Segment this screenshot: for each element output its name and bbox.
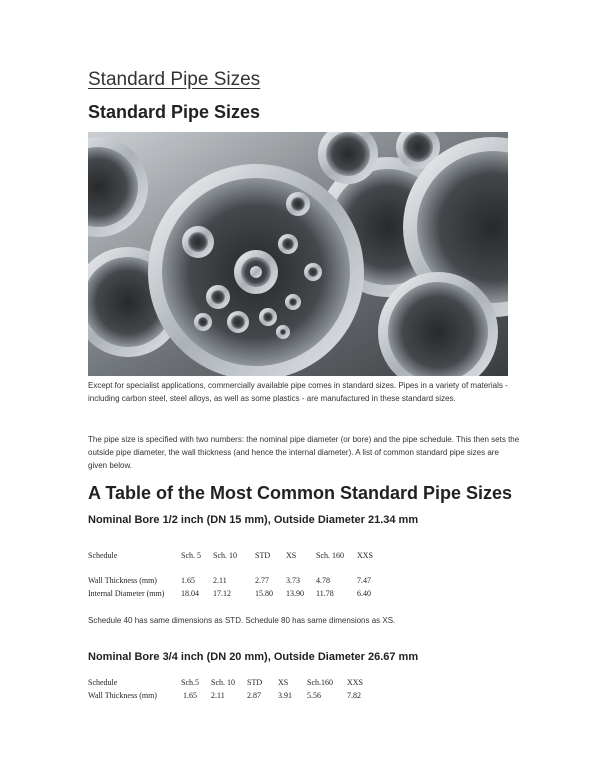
- s2-row1-cell: 3.91: [278, 691, 292, 700]
- page-title-link[interactable]: Standard Pipe Sizes: [88, 69, 261, 90]
- intro-paragraph-1: Except for specialist applications, commercially available pipe comes in standard sizes. Pipes in a variety of materials - including carbon steel, steel alloys, as well as some plastics - are manufactured in these standard sizes.: [88, 381, 508, 403]
- s1-header-xs: XS: [286, 551, 297, 560]
- section-heading: Standard Pipe Sizes: [88, 102, 261, 122]
- s2-row1-cell: 2.11: [211, 691, 225, 700]
- table-heading: A Table of the Most Common Standard Pipe Sizes: [88, 483, 513, 503]
- s1-header-std: STD: [255, 551, 271, 560]
- s1-header-xxs: XXS: [357, 551, 374, 560]
- s2-header-sch5: Sch.5: [181, 678, 199, 687]
- s1-row2-cell: 18.04: [181, 589, 199, 598]
- s2-row1-label: Wall Thickness (mm): [88, 691, 157, 700]
- pipes-photo: [88, 132, 508, 376]
- s1-row1-cell: 7.47: [357, 576, 371, 585]
- pipes-illustration: [88, 132, 508, 376]
- s2-header-xxs: XXS: [347, 678, 364, 687]
- s2-header-label: Schedule: [88, 678, 118, 687]
- s1-row1-cell: 4.78: [316, 576, 330, 585]
- s2-row1-cell: 7.82: [347, 691, 361, 700]
- s1-row2-label: Internal Diameter (mm): [88, 589, 165, 598]
- s1-row2-cell: 15.80: [255, 589, 273, 598]
- section2-title: Nominal Bore 3/4 inch (DN 20 mm), Outside Diameter 26.67 mm: [88, 651, 419, 663]
- section1-title: Nominal Bore 1/2 inch (DN 15 mm), Outside Diameter 21.34 mm: [88, 514, 419, 526]
- s1-header-sch10: Sch. 10: [213, 551, 237, 560]
- s1-header-sch160: Sch. 160: [316, 551, 344, 560]
- s1-row1-cell: 2.77: [255, 576, 269, 585]
- s1-row1-cell: 3.73: [286, 576, 300, 585]
- s1-row1-label: Wall Thickness (mm): [88, 576, 157, 585]
- s2-row1-cell: 2.87: [247, 691, 261, 700]
- s1-header-label: Schedule: [88, 551, 118, 560]
- s1-header-sch5: Sch. 5: [181, 551, 201, 560]
- s1-row2-cell: 17.12: [213, 589, 231, 598]
- s1-row2-cell: 6.40: [357, 589, 371, 598]
- section1-note: Schedule 40 has same dimensions as STD. Schedule 80 has same dimensions as XS.: [88, 616, 396, 625]
- s2-header-xs: XS: [278, 678, 289, 687]
- s1-row1-cell: 2.11: [213, 576, 227, 585]
- s2-header-std: STD: [247, 678, 263, 687]
- s1-row2-cell: 13.90: [286, 589, 304, 598]
- s2-header-sch160: Sch.160: [307, 678, 333, 687]
- s1-row1-cell: 1.65: [181, 576, 195, 585]
- s1-row2-cell: 11.78: [316, 589, 334, 598]
- s2-header-sch10: Sch. 10: [211, 678, 235, 687]
- s2-row1-cell: 5.56: [307, 691, 321, 700]
- s2-row1-cell: 1.65: [183, 691, 197, 700]
- intro-paragraph-2: The pipe size is specified with two numbers: the nominal pipe diameter (or bore) and the pipe schedule. This then sets the outside pipe diameter, the wall thickness (and hence the internal diameter). A list of common standard pipe sizes are given below.: [88, 435, 520, 470]
